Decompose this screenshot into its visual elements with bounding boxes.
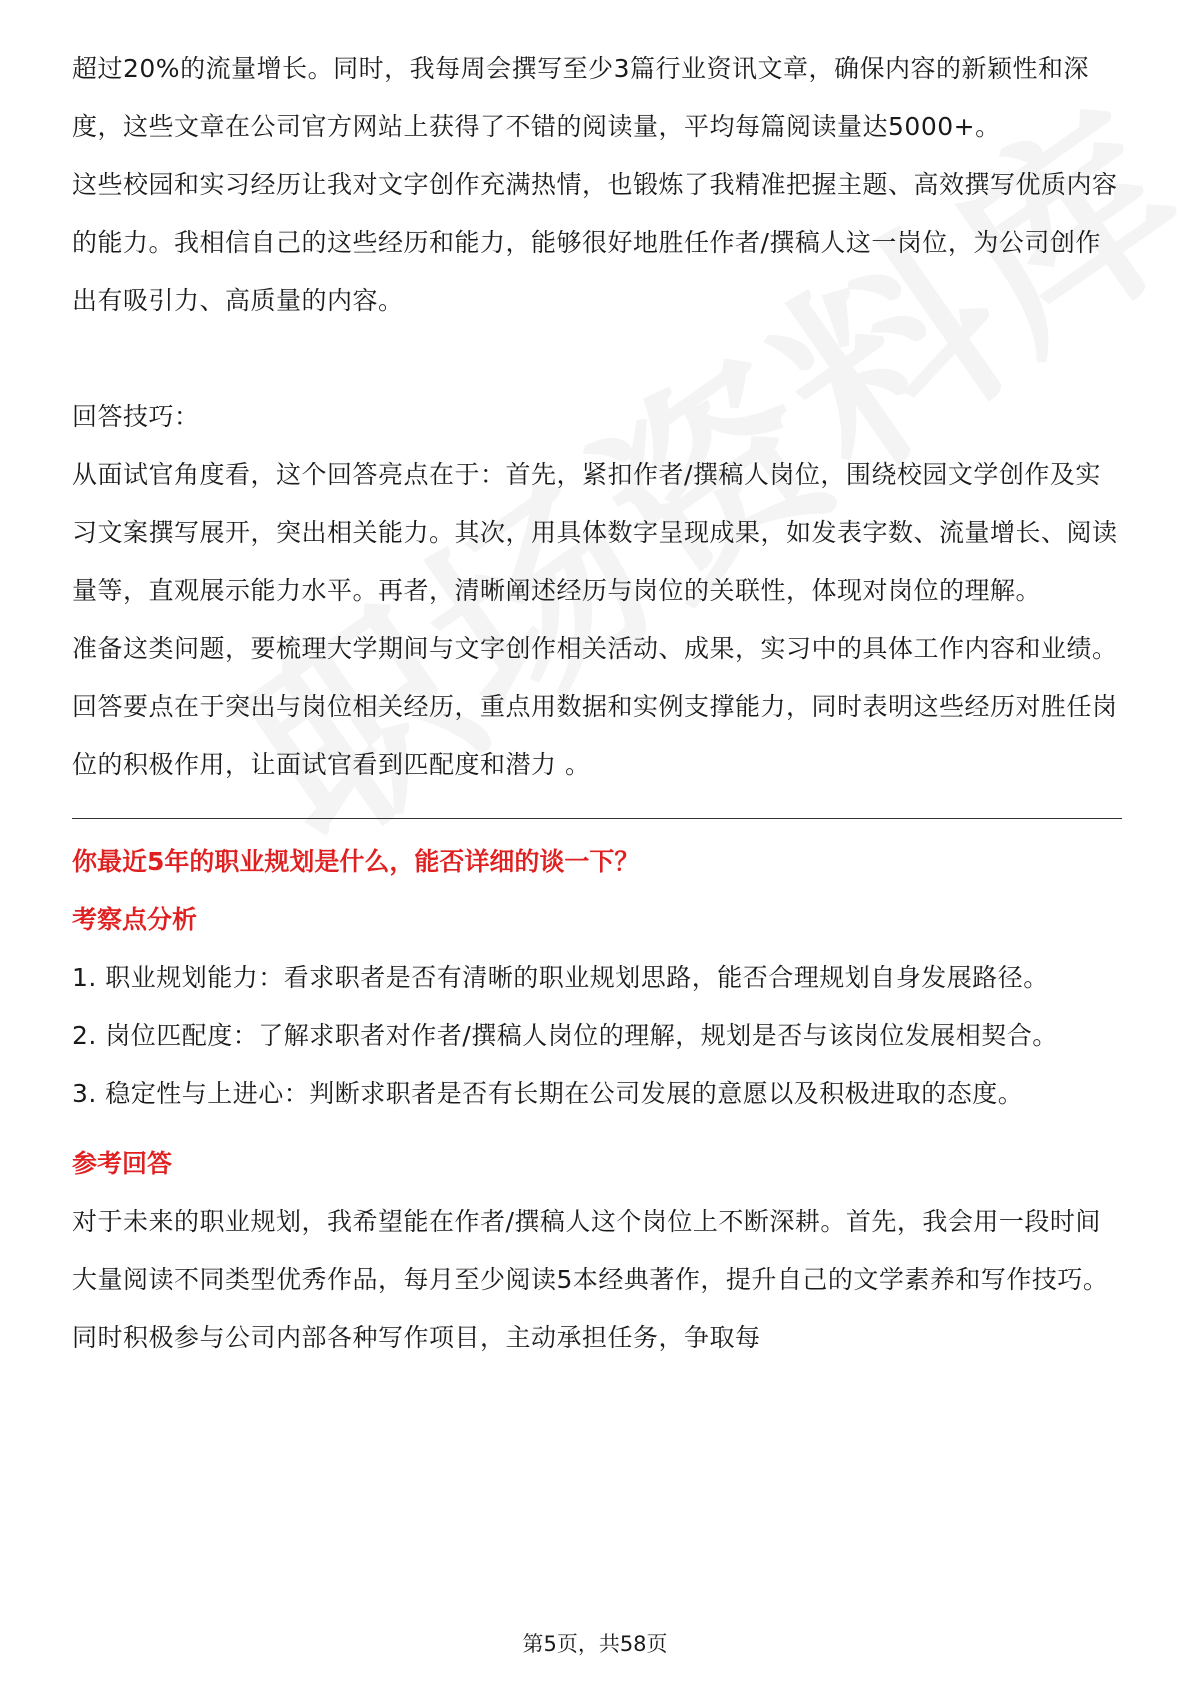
intro-paragraph-2: 这些校园和实习经历让我对文字创作充满热情，也锻炼了我精准把握主题、高效撰写优质内容的能力。我相信自己的这些经历和能力，能够很好地胜任作者/撰稿人这一岗位，为公司创作出有吸引力、高质量的内容。 (72, 170, 1118, 315)
reference-title: 参考回答 (72, 1149, 173, 1178)
blank-line (72, 330, 1122, 388)
intro-paragraph-1: 超过20%的流量增长。同时，我每周会撰写至少3篇行业资讯文章，确保内容的新颖性和深度，这些文章在公司官方网站上获得了不错的阅读量，平均每篇阅读量达5000+。 (72, 54, 1089, 141)
page-number-footer: 第5页，共58页 (522, 1632, 668, 1656)
tips-title: 回答技巧： (72, 402, 200, 431)
tips-paragraph-1: 从面试官角度看，这个回答亮点在于：首先，紧扣作者/撰稿人岗位，围绕校园文学创作及实习文案撰写展开，突出相关能力。其次，用具体数字呈现成果，如发表字数、流量增长、阅读量等，直观展示能力水平。再者，清晰阐述经历与岗位的关联性，体现对岗位的理解。 (72, 460, 1118, 605)
section-divider (72, 818, 1122, 819)
analysis-item-2: 2. 岗位匹配度：了解求职者对作者/撰稿人岗位的理解，规划是否与该岗位发展相契合。 (72, 1021, 1058, 1050)
tips-paragraph-2: 准备这类问题，要梳理大学期间与文字创作相关活动、成果，实习中的具体工作内容和业绩。回答要点在于突出与岗位相关经历，重点用数据和实例支撑能力，同时表明这些经历对胜任岗位的积极作用，让面试官看到匹配度和潜力 。 (72, 634, 1118, 779)
document-page (72, 40, 1122, 1367)
reference-paragraph-1: 对于未来的职业规划，我希望能在作者/撰稿人这个岗位上不断深耕。首先，我会用一段时间大量阅读不同类型优秀作品，每月至少阅读5本经典著作，提升自己的文学素养和写作技巧。同时积极参与公司内部各种写作项目，主动承担任务，争取每 (72, 1207, 1109, 1352)
analysis-item-3: 3. 稳定性与上进心：判断求职者是否有长期在公司发展的意愿以及积极进取的态度。 (72, 1079, 1024, 1108)
analysis-title: 考察点分析 (72, 905, 198, 934)
question-title: 你最近5年的职业规划是什么，能否详细的谈一下？ (72, 847, 640, 876)
analysis-item-1: 1. 职业规划能力：看求职者是否有清晰的职业规划思路，能否合理规划自身发展路径。 (72, 963, 1049, 992)
